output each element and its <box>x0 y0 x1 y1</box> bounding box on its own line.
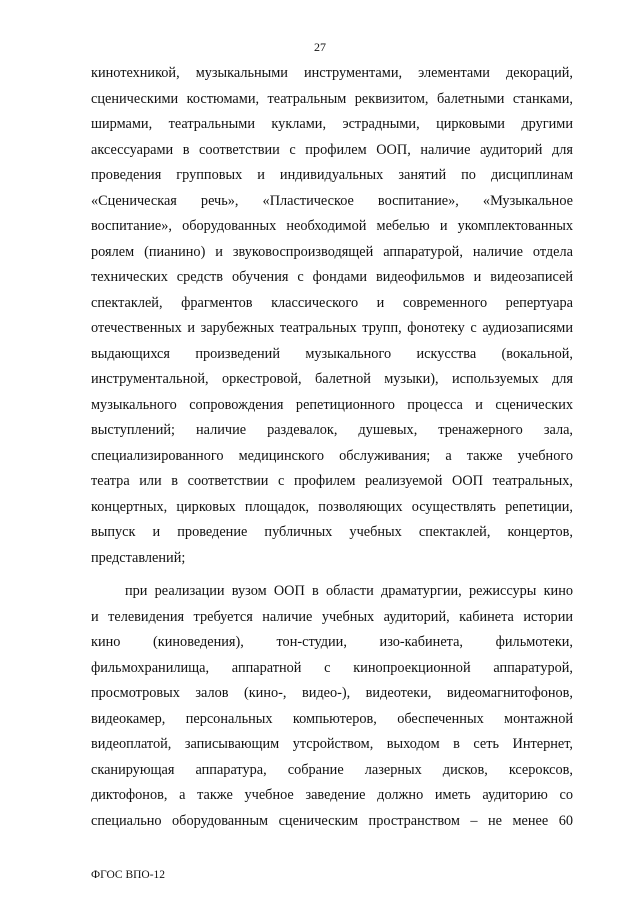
paragraph <box>91 61 573 571</box>
text-line: технических средств обучения с фондами видеофильмов и видеозаписей <box>91 269 573 285</box>
text-line: и телевидения требуется наличие учебных аудиторий, кабинета истории <box>91 608 573 625</box>
text-line: сканирующая аппаратура, собрание лазерных дисков, ксероксов, <box>91 761 573 778</box>
text-line: проведения групповых и индивидуальных занятий по дисциплинам <box>91 167 573 183</box>
document-footer: ФГОС ВПО-12 <box>91 869 166 881</box>
text-line: аксессуарами в соответствии с профилем ООП, наличие аудиторий для <box>91 141 573 158</box>
text-line: «Сценическая речь», «Пластическое воспитание», «Музыкальное <box>91 192 573 209</box>
text-line: ширмами, театральными куклами, эстрадными, цирковыми другими <box>91 116 573 132</box>
document-body <box>91 61 573 834</box>
text-line: выдающихся произведений музыкального искусства (вокальной, <box>91 345 573 362</box>
text-line: кино (киноведения), тон-студии, изо-кабинета, фильмотеки, <box>91 634 573 650</box>
paragraph-spacer <box>91 571 573 579</box>
text-line: музыкального сопровождения репетиционного процесса и сценических <box>91 396 573 413</box>
page-number: 27 <box>314 40 326 54</box>
text-line: спектаклей, фрагментов классического и современного репертуара <box>91 294 573 311</box>
text-line: представлений; <box>91 549 186 566</box>
text-line: видеоплатой, записывающим утсройством, выходом в сеть Интернет, <box>91 736 573 752</box>
text-line: просмотровых залов (кино-, видео-), видеотеки, видеомагнитофонов, <box>91 685 573 701</box>
text-line: театра или в соответствии с профилем реализуемой ООП театральных, <box>91 473 573 489</box>
text-line: при реализации вузом ООП в области драматургии, режиссуры кино <box>125 583 573 599</box>
text-line: концертных, цирковых площадок, позволяющих осуществлять репетиции, <box>91 498 573 515</box>
text-line: инструментальной, оркестровой, балетной музыки), используемых для <box>91 371 573 387</box>
text-line: специально оборудованным сценическим пространством – не менее 60 <box>91 812 573 829</box>
paragraph <box>91 579 573 834</box>
text-line: диктофонов, а также учебное заведение должно иметь аудиторию со <box>91 787 573 803</box>
text-line: видеокамер, персональных компьютеров, обеспеченных монтажной <box>91 710 573 727</box>
text-line: роялем (пианино) и звуковоспроизводящей аппаратурой, наличие отдела <box>91 243 573 260</box>
text-line: кинотехникой, музыкальными инструментами, элементами декораций, <box>91 65 573 81</box>
text-line: фильмохранилища, аппаратной с кинопроекционной аппаратурой, <box>91 659 573 676</box>
text-line: отечественных и зарубежных театральных трупп, фонотеку с аудиозаписями <box>91 320 573 336</box>
text-line: выступлений; наличие раздевалок, душевых, тренажерного зала, <box>91 422 573 438</box>
text-line: сценическими костюмами, театральным реквизитом, балетными станками, <box>91 90 573 107</box>
text-line: воспитание», оборудованных необходимой мебелью и укомплектованных <box>91 218 573 234</box>
text-line: выпуск и проведение публичных учебных спектаклей, концертов, <box>91 524 573 540</box>
text-line: специализированного медицинского обслуживания; а также учебного <box>91 447 573 464</box>
